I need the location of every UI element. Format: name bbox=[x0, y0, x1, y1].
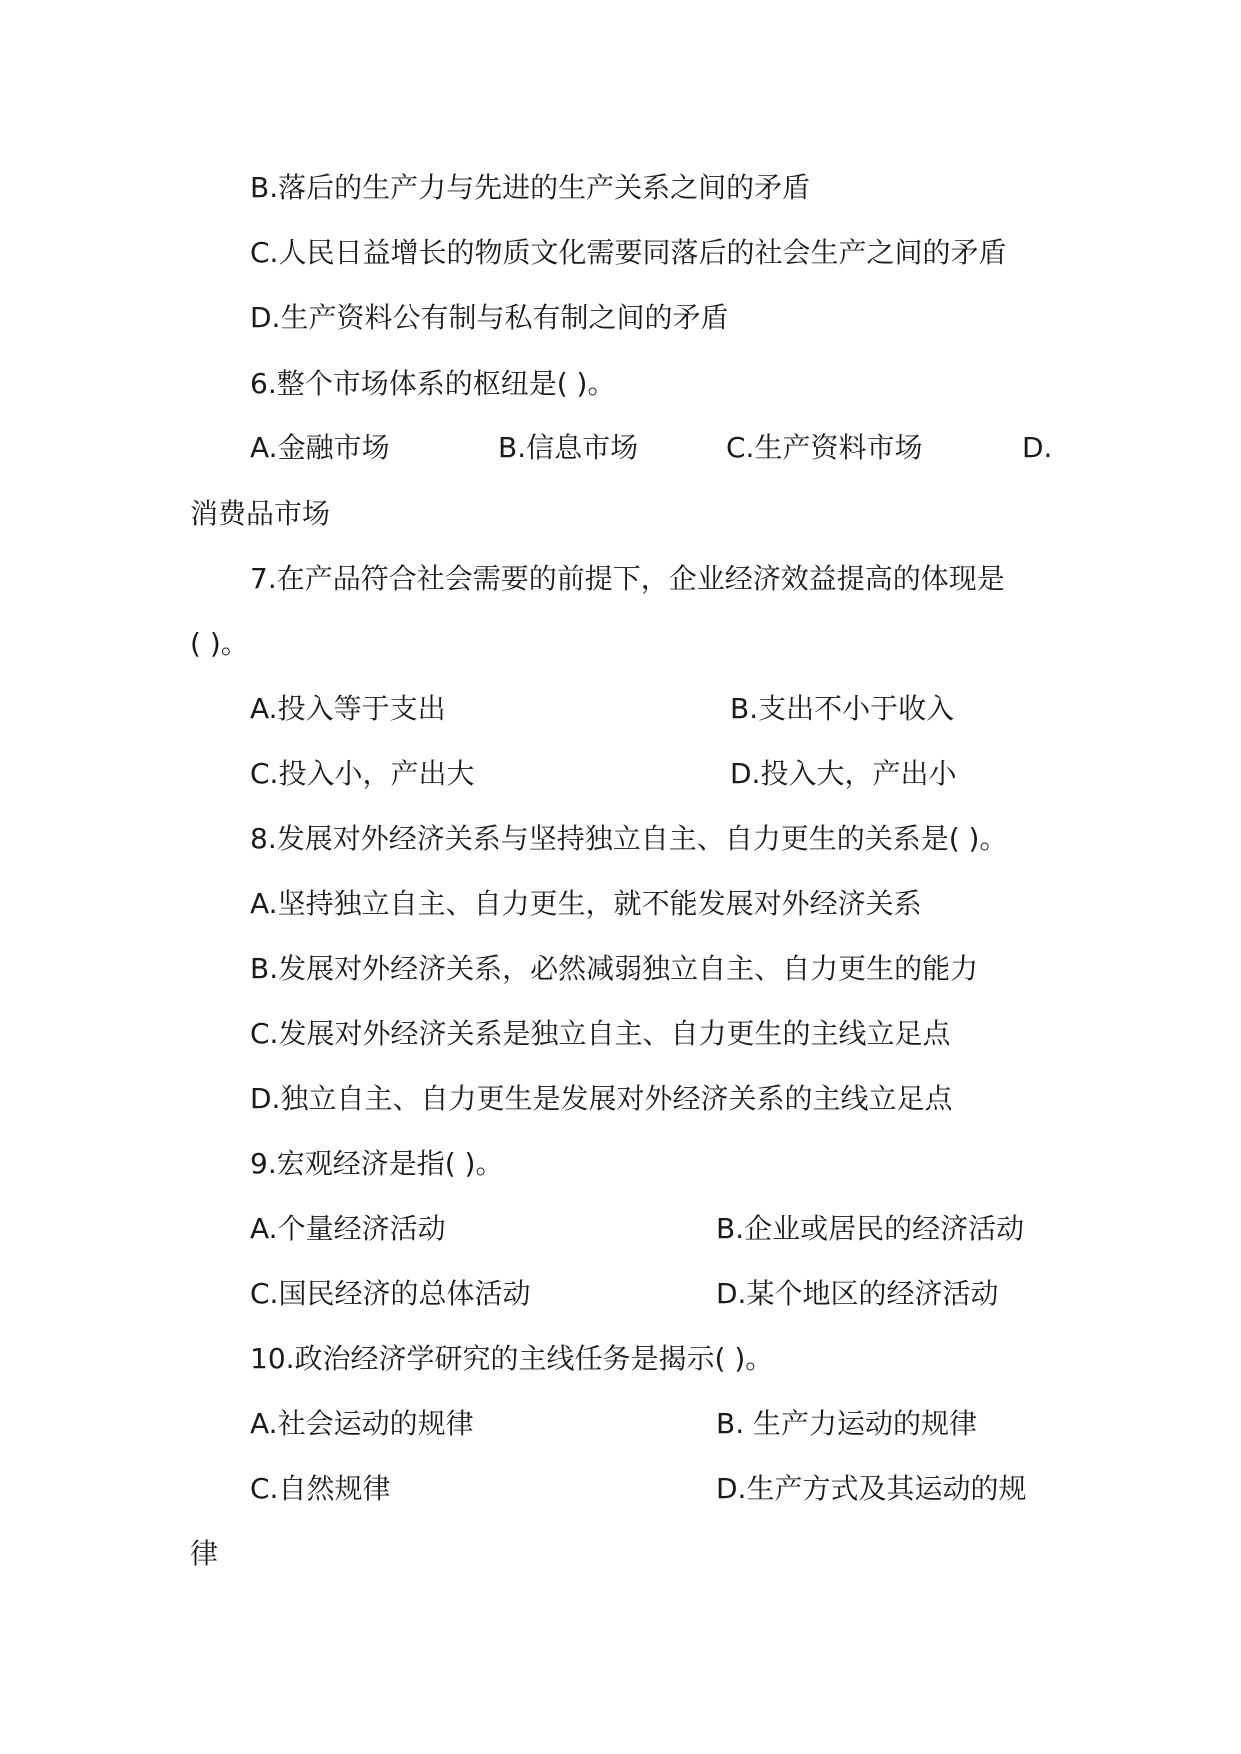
q8-question: 8.发展对外经济关系与坚持独立自主、自力更生的关系是( )。 bbox=[250, 822, 1008, 855]
q10-option-a: A.社会运动的规律 bbox=[250, 1407, 474, 1440]
q5-option-d: D.生产资料公有制与私有制之间的矛盾 bbox=[250, 301, 729, 334]
q10-option-d-continued: 律 bbox=[190, 1537, 219, 1570]
q6-option-d-text: 消费品市场 bbox=[190, 497, 331, 530]
q10-option-d: D.生产方式及其运动的规 bbox=[716, 1472, 1027, 1505]
q10-option-c: C.自然规律 bbox=[250, 1472, 391, 1505]
q8-option-c: C.发展对外经济关系是独立自主、自力更生的主线立足点 bbox=[250, 1017, 951, 1050]
q8-option-b: B.发展对外经济关系，必然减弱独立自主、自力更生的能力 bbox=[250, 952, 979, 985]
q9-option-c: C.国民经济的总体活动 bbox=[250, 1277, 531, 1310]
q6-question: 6.整个市场体系的枢纽是( )。 bbox=[250, 367, 616, 400]
q6-option-a: A.金融市场 bbox=[250, 431, 390, 464]
q9-option-d: D.某个地区的经济活动 bbox=[716, 1277, 999, 1310]
q10-option-b: B. 生产力运动的规律 bbox=[716, 1407, 978, 1440]
q9-question: 9.宏观经济是指( )。 bbox=[250, 1147, 504, 1180]
q10-question: 10.政治经济学研究的主线任务是揭示( )。 bbox=[250, 1342, 774, 1375]
q7-option-d: D.投入大，产出小 bbox=[730, 757, 957, 790]
q6-option-b: B.信息市场 bbox=[498, 431, 639, 464]
q7-question-continued: ( )。 bbox=[190, 627, 249, 660]
q7-option-a: A.投入等于支出 bbox=[250, 692, 446, 725]
q5-option-c: C.人民日益增长的物质文化需要同落后的社会生产之间的矛盾 bbox=[250, 236, 1007, 269]
q8-option-d: D.独立自主、自力更生是发展对外经济关系的主线立足点 bbox=[250, 1082, 953, 1115]
q7-option-c: C.投入小，产出大 bbox=[250, 757, 475, 790]
q8-option-a: A.坚持独立自主、自力更生，就不能发展对外经济关系 bbox=[250, 887, 922, 920]
q7-question: 7.在产品符合社会需要的前提下，企业经济效益提高的体现是 bbox=[250, 562, 1005, 595]
q9-option-a: A.个量经济活动 bbox=[250, 1212, 446, 1245]
q6-option-d-label: D. bbox=[1022, 431, 1053, 464]
q7-option-b: B.支出不小于收入 bbox=[730, 692, 955, 725]
q5-option-b: B.落后的生产力与先进的生产关系之间的矛盾 bbox=[250, 171, 811, 204]
q9-option-b: B.企业或居民的经济活动 bbox=[716, 1212, 1025, 1245]
q6-option-c: C.生产资料市场 bbox=[726, 431, 923, 464]
